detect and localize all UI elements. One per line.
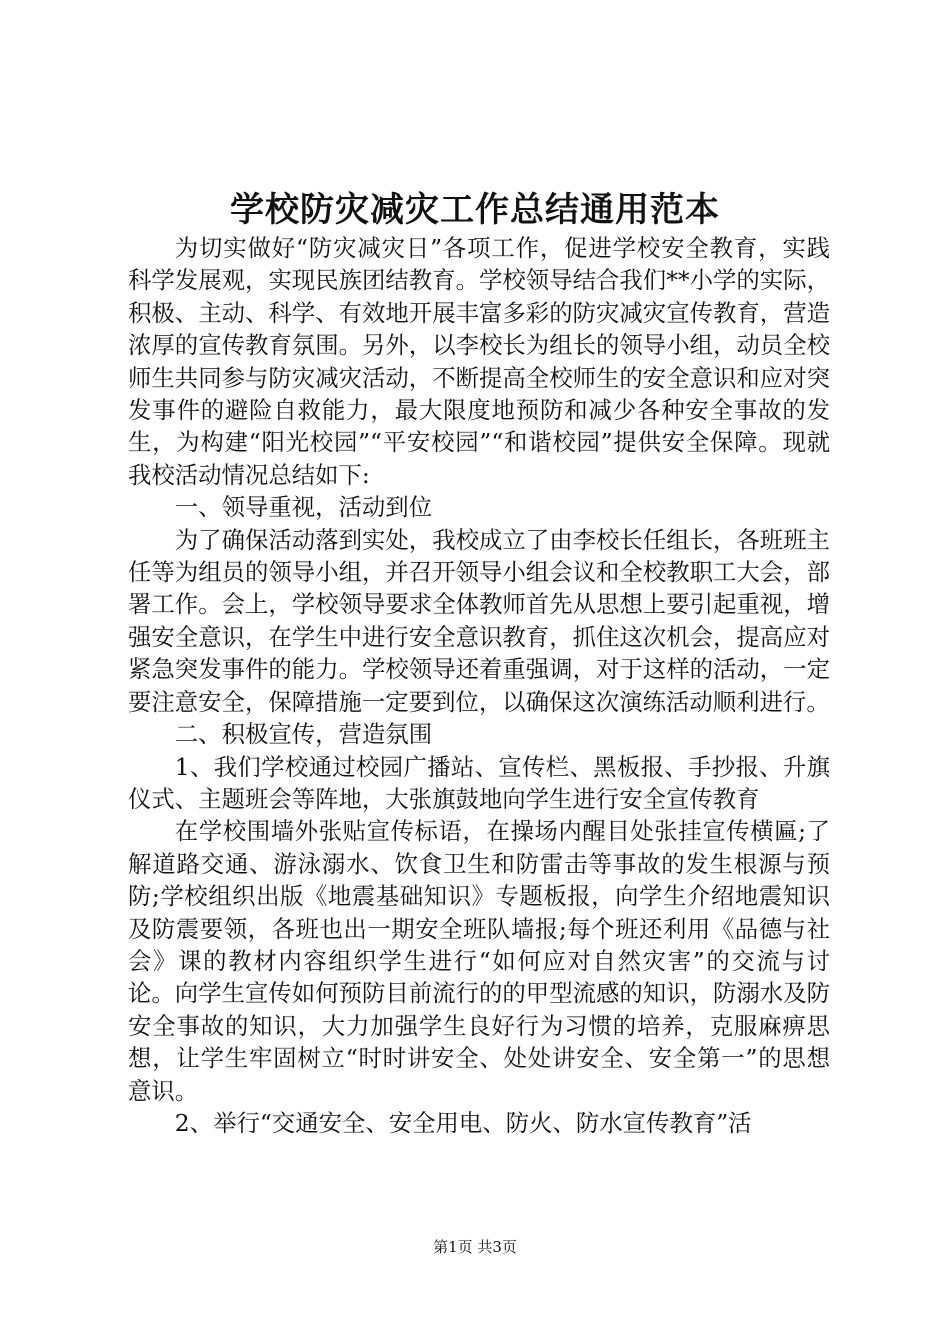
section-heading-1: 一、领导重视，活动到位 [174,493,433,522]
list-item-1: 1、我们学校通过校园广播站、宣传栏、黑板报、手抄报、升旗仪式、主题班会等阵地，大张旗鼓地向学生进行安全宣传教育 [128,752,830,813]
intro-paragraph: 为切实做好“防灾减灾日”各项工作，促进学校安全教育，实践科学发展观，实现民族团结教育。学校领导结合我们**小学的实际，积极、主动、科学、有效地开展丰富多彩的防灾减灾宣传教育，营造浓厚的宣传教育氛围。另外，以李校长为组长的领导小组，动员全校师生共同参与防灾减灾活动，不断提高全校师生的安全意识和应对突发事件的避险自救能力，最大限度地预防和减少各种安全事故的发生，为构建“阳光校园”“平安校园”“和谐校园”提供安全保障。现就我校活动情况总结如下: [128,234,830,489]
list-item-2: 2、举行“交通安全、安全用电、防火、防水宣传教育”活 [174,1108,752,1137]
document-body [128,232,830,1139]
section-heading-2: 二、积极宣传，营造氛围 [174,720,433,749]
page-footer: 第1页 共3页 [433,1238,517,1256]
section-2-paragraph: 在学校围墙外张贴宣传标语，在操场内醒目处张挂宣传横匾;了解道路交通、游泳溺水、饮食卫生和防雷击等事故的发生根源与预防;学校组织出版《地震基础知识》专题板报，向学生介绍地震知识及防震要领，各班也出一期安全班队墙报;每个班还利用《品德与社会》课的教材内容组织学生进行“如何应对自然灾害”的交流与讨论。向学生宣传如何预防目前流行的的甲型流感的知识，防溺水及防安全事故的知识，大力加强学生良好行为习惯的培养，克服麻痹思想，让学生牢固树立“时时讲安全、处处讲安全、安全第一”的思想意识。 [128,817,830,1105]
section-1-paragraph: 为了确保活动落到实处，我校成立了由李校长任组长，各班班主任等为组员的领导小组，并召开领导小组会议和全校教职工大会，部署工作。会上，学校领导要求全体教师首先从思想上要引起重视，增强安全意识，在学生中进行安全意识教育，抓住这次机会，提高应对紧急突发事件的能力。学校领导还着重强调，对于这样的活动，一定要注意安全，保障措施一定要到位，以确保这次演练活动顺利进行。 [128,525,830,716]
document-title: 学校防灾减灾工作总结通用范本 [230,190,720,230]
